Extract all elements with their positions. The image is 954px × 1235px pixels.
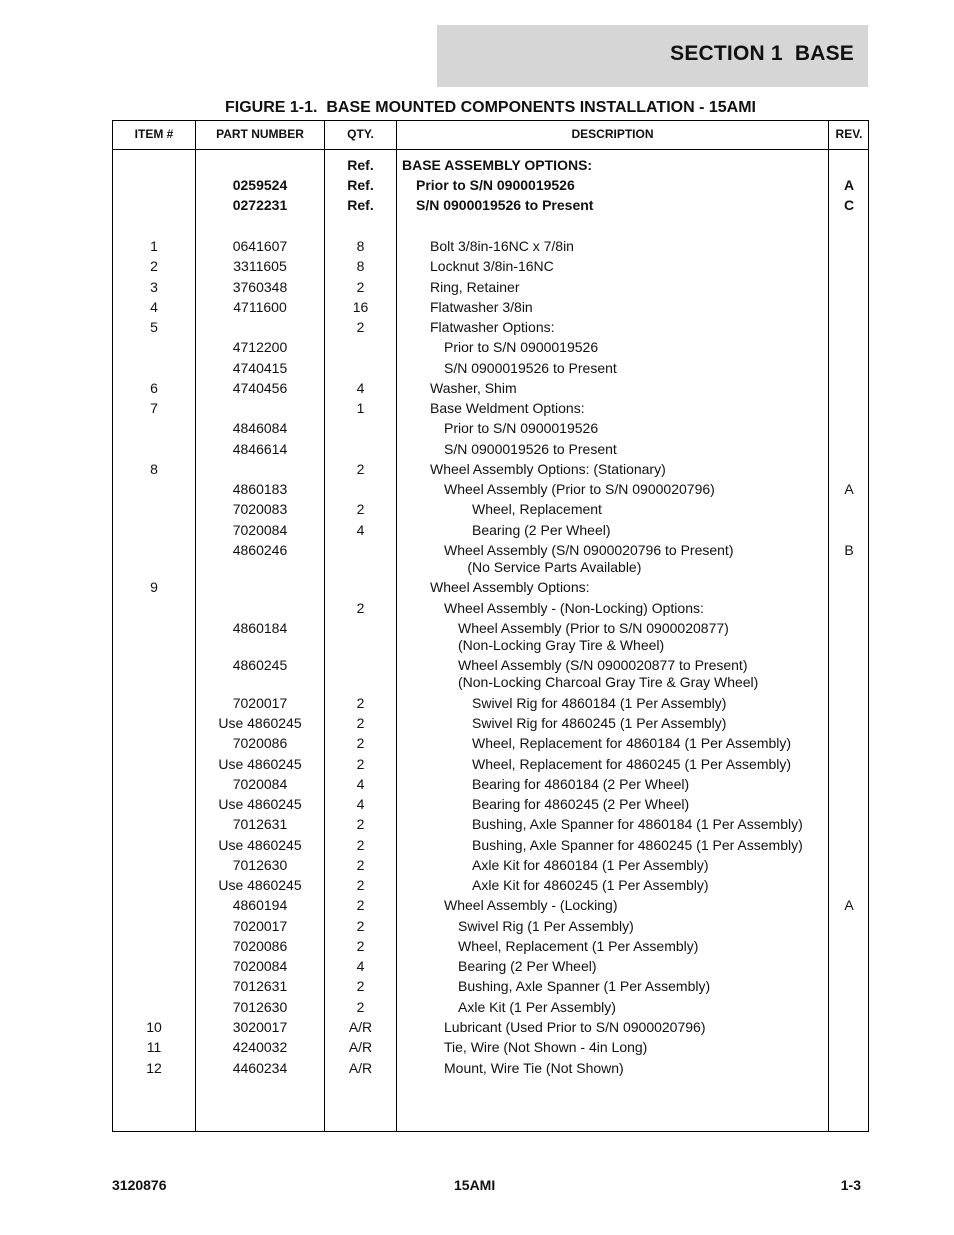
item-number-cell: 8 [150, 461, 158, 477]
quantity-cell: 16 [352, 299, 369, 315]
part-number-cell: 7020017 [232, 918, 288, 934]
column-header-item: ITEM # [134, 127, 174, 141]
description-line: Wheel Assembly Options: (Stationary) [430, 461, 666, 477]
part-number-cell: 3760348 [232, 279, 288, 295]
part-number-cell: 7020017 [232, 695, 288, 711]
description-cell [472, 715, 897, 732]
revision-cell: B [844, 542, 854, 558]
description-line: Locknut 3/8in-16NC [430, 258, 554, 274]
description-line: Prior to S/N 0900019526 [444, 339, 599, 355]
quantity-cell: 2 [356, 978, 365, 994]
description-cell [472, 816, 897, 833]
section-title: SECTION 1 BASE [670, 42, 854, 65]
part-number-cell: 7020084 [232, 958, 288, 974]
part-number-cell: 4740456 [232, 380, 288, 396]
description-line: Wheel, Replacement (1 Per Assembly) [458, 938, 699, 954]
column-divider [396, 121, 397, 1131]
item-number-cell: 3 [150, 279, 158, 295]
description-cell [430, 579, 855, 596]
quantity-cell: 2 [356, 279, 365, 295]
description-line: Wheel Assembly (Prior to S/N 0900020796) [444, 481, 715, 497]
quantity-cell: 2 [356, 938, 365, 954]
description-cell [472, 501, 897, 518]
description-cell [416, 197, 841, 214]
header-divider [113, 149, 868, 150]
item-number-cell: 2 [150, 258, 158, 274]
figure-title: FIGURE 1-1. BASE MOUNTED COMPONENTS INSTALLATION - 15AMI [225, 99, 756, 116]
description-cell [430, 319, 855, 336]
description-cell [458, 918, 883, 935]
description-cell [472, 756, 897, 773]
part-number-cell: 0272231 [232, 197, 288, 213]
part-number-cell: 7012630 [232, 999, 288, 1015]
description-line: Washer, Shim [430, 380, 517, 396]
description-line: Swivel Rig for 4860184 (1 Per Assembly) [472, 695, 727, 711]
quantity-cell: 8 [356, 238, 365, 254]
part-number-cell: 7020084 [232, 522, 288, 538]
quantity-cell: 2 [356, 600, 365, 616]
quantity-cell: 2 [356, 756, 365, 772]
part-number-cell: Use 4860245 [218, 756, 302, 772]
part-number-cell: Use 4860245 [218, 837, 302, 853]
part-number-cell: 3311605 [233, 258, 287, 274]
item-number-cell: 5 [150, 319, 158, 335]
description-line: Swivel Rig for 4860245 (1 Per Assembly) [472, 715, 727, 731]
part-number-cell: 4846084 [232, 420, 288, 436]
description-cell [444, 1019, 869, 1036]
description-line: Wheel Assembly - (Non-Locking) Options: [444, 600, 704, 616]
quantity-cell: 2 [356, 857, 365, 873]
part-number-cell: Use 4860245 [218, 796, 302, 812]
description-line: Wheel, Replacement for 4860245 (1 Per Assembly) [472, 756, 792, 772]
quantity-cell: 2 [356, 695, 365, 711]
description-cell [444, 339, 869, 356]
description-cell [458, 999, 883, 1016]
description-line: Bearing (2 Per Wheel) [472, 522, 611, 538]
footer-page-number: 1-3 [840, 1177, 861, 1193]
description-cell [458, 657, 883, 691]
description-cell [444, 542, 869, 576]
quantity-cell: 2 [356, 461, 365, 477]
description-cell [458, 938, 883, 955]
description-line: Flatwasher 3/8in [430, 299, 533, 315]
description-cell [402, 157, 827, 174]
part-number-cell: 4240032 [232, 1039, 288, 1055]
description-line: Tie, Wire (Not Shown - 4in Long) [444, 1039, 648, 1055]
description-line: BASE ASSEMBLY OPTIONS: [402, 157, 593, 173]
item-number-cell: 12 [146, 1060, 162, 1076]
column-header-part-number: PART NUMBER [216, 127, 304, 141]
description-line: Base Weldment Options: [430, 400, 585, 416]
description-cell [472, 735, 897, 752]
part-number-cell: 7012630 [232, 857, 288, 873]
description-cell [472, 522, 897, 539]
description-cell [472, 877, 897, 894]
part-number-cell: 4860183 [232, 481, 288, 497]
description-cell [458, 958, 883, 975]
quantity-cell: 2 [356, 999, 365, 1015]
description-line: Wheel Assembly (S/N 0900020796 to Present) [444, 542, 734, 558]
description-line: Ring, Retainer [430, 279, 520, 295]
column-header-rev: REV. [835, 127, 863, 141]
description-line: S/N 0900019526 to Present [444, 441, 617, 457]
description-cell [430, 299, 855, 316]
part-number-cell: 4860194 [232, 897, 288, 913]
description-line: Bushing, Axle Spanner (1 Per Assembly) [458, 978, 711, 994]
item-number-cell: 4 [150, 299, 158, 315]
quantity-cell: 4 [356, 380, 365, 396]
part-number-cell: 3020017 [232, 1019, 288, 1035]
section-header-band [437, 25, 868, 87]
quantity-cell: 2 [356, 501, 365, 517]
description-line: Mount, Wire Tie (Not Shown) [444, 1060, 624, 1076]
quantity-cell: Ref. [347, 197, 374, 213]
description-line: Bearing for 4860184 (2 Per Wheel) [472, 776, 690, 792]
description-line: Wheel Assembly Options: [430, 579, 590, 595]
revision-cell: C [843, 197, 855, 213]
footer-doc-number: 3120876 [112, 1177, 167, 1193]
description-line: Bearing for 4860245 (2 Per Wheel) [472, 796, 690, 812]
description-line: Flatwasher Options: [430, 319, 555, 335]
part-number-cell: 7020086 [232, 938, 288, 954]
part-number-cell: Use 4860245 [218, 877, 302, 893]
description-cell [430, 400, 855, 417]
description-cell [430, 279, 855, 296]
part-number-cell: 0641607 [232, 238, 288, 254]
quantity-cell: Ref. [347, 177, 374, 193]
description-cell [444, 1060, 869, 1077]
description-cell [430, 380, 855, 397]
description-line: S/N 0900019526 to Present [444, 360, 617, 376]
description-cell [472, 837, 897, 854]
description-cell [430, 258, 855, 275]
description-cell [430, 238, 855, 255]
part-number-cell: 7020083 [232, 501, 288, 517]
description-cell [430, 461, 855, 478]
description-line: Wheel Assembly - (Locking) [444, 897, 618, 913]
description-line: Wheel, Replacement for 4860184 (1 Per Assembly) [472, 735, 792, 751]
parts-table [112, 120, 869, 1132]
description-cell [444, 897, 869, 914]
description-line: Axle Kit for 4860184 (1 Per Assembly) [472, 857, 709, 873]
description-line: Wheel Assembly (Prior to S/N 0900020877) [458, 620, 729, 636]
description-line: Bushing, Axle Spanner for 4860245 (1 Per Assembly) [472, 837, 803, 853]
quantity-cell: 2 [356, 877, 365, 893]
quantity-cell: 4 [356, 796, 365, 812]
description-cell [444, 420, 869, 437]
description-line: Prior to S/N 0900019526 [416, 177, 575, 193]
quantity-cell: 2 [356, 837, 365, 853]
part-number-cell: 7012631 [232, 816, 288, 832]
quantity-cell: 1 [356, 400, 365, 416]
description-cell [444, 481, 869, 498]
description-cell [472, 796, 897, 813]
description-line: Bearing (2 Per Wheel) [458, 958, 597, 974]
quantity-cell: 4 [356, 776, 365, 792]
description-cell [416, 177, 841, 194]
description-line: (Non-Locking Charcoal Gray Tire & Gray Wheel) [458, 674, 759, 690]
item-number-cell: 1 [150, 238, 158, 254]
part-number-cell: 0259524 [232, 177, 288, 193]
part-number-cell: 4712200 [232, 339, 288, 355]
description-cell [444, 441, 869, 458]
quantity-cell: 8 [356, 258, 365, 274]
quantity-cell: 2 [356, 715, 365, 731]
quantity-cell: 2 [356, 897, 365, 913]
description-line: Prior to S/N 0900019526 [444, 420, 599, 436]
quantity-cell: 2 [356, 319, 365, 335]
part-number-cell: 4860184 [232, 620, 288, 636]
part-number-cell: 4740415 [232, 360, 288, 376]
item-number-cell: 7 [150, 400, 158, 416]
part-number-cell: 4860246 [232, 542, 288, 558]
part-number-cell: 4846614 [232, 441, 288, 457]
column-header-qty: QTY. [347, 127, 374, 141]
description-cell [472, 695, 897, 712]
description-line: Axle Kit for 4860245 (1 Per Assembly) [472, 877, 709, 893]
quantity-cell: A/R [348, 1039, 373, 1055]
revision-cell: A [843, 177, 855, 193]
part-number-cell: Use 4860245 [218, 715, 302, 731]
description-line: Bushing, Axle Spanner for 4860184 (1 Per Assembly) [472, 816, 803, 832]
part-number-cell: 4860245 [232, 657, 288, 673]
description-line: Lubricant (Used Prior to S/N 0900020796) [444, 1019, 706, 1035]
revision-cell: A [844, 481, 854, 497]
description-line: Wheel, Replacement [472, 501, 602, 517]
item-number-cell: 11 [146, 1039, 162, 1055]
quantity-cell: 2 [356, 918, 365, 934]
description-line: Swivel Rig (1 Per Assembly) [458, 918, 634, 934]
item-number-cell: 6 [150, 380, 158, 396]
description-line: (Non-Locking Gray Tire & Wheel) [458, 637, 665, 653]
quantity-cell: 4 [356, 958, 365, 974]
part-number-cell: 7012631 [232, 978, 288, 994]
description-line: (No Service Parts Available) [444, 559, 642, 575]
quantity-cell: A/R [348, 1060, 373, 1076]
description-cell [444, 1039, 869, 1056]
description-line: Wheel Assembly (S/N 0900020877 to Present) [458, 657, 748, 673]
description-line: S/N 0900019526 to Present [416, 197, 594, 213]
column-header-description: DESCRIPTION [571, 127, 654, 141]
part-number-cell: 7020084 [232, 776, 288, 792]
description-cell [458, 620, 883, 654]
item-number-cell: 9 [150, 579, 158, 595]
description-cell [458, 978, 883, 995]
quantity-cell: 2 [356, 816, 365, 832]
description-cell [472, 857, 897, 874]
quantity-cell: 2 [356, 735, 365, 751]
description-cell [444, 600, 869, 617]
description-line: Axle Kit (1 Per Assembly) [458, 999, 616, 1015]
footer-model: 15AMI [454, 1177, 496, 1193]
part-number-cell: 7020086 [232, 735, 288, 751]
quantity-cell: A/R [348, 1019, 373, 1035]
description-cell [472, 776, 897, 793]
part-number-cell: 4460234 [232, 1060, 288, 1076]
quantity-cell: Ref. [347, 157, 374, 173]
quantity-cell: 4 [356, 522, 365, 538]
description-cell [444, 360, 869, 377]
item-number-cell: 10 [146, 1019, 162, 1035]
part-number-cell: 4711600 [233, 299, 287, 315]
description-line: Bolt 3/8in-16NC x 7/8in [430, 238, 574, 254]
revision-cell: A [844, 897, 854, 913]
